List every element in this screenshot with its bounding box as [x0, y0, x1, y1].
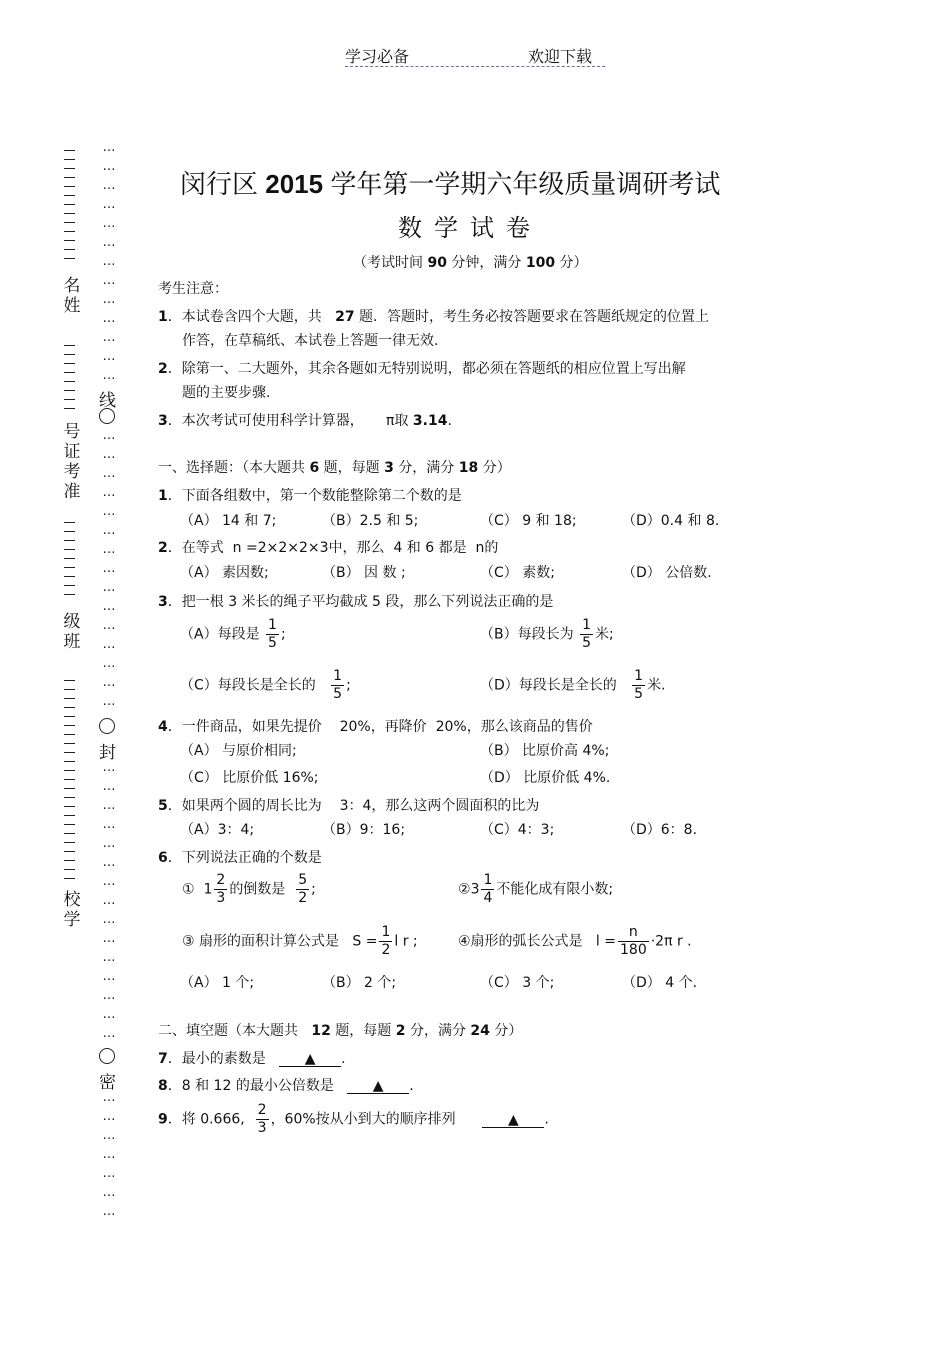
- q3-option-c: （C）每段长是全长的 $\frac{1}{5}$ ;: [180, 668, 351, 702]
- ellipsis-mark: …: [102, 760, 116, 775]
- ellipsis-mark: …: [102, 1204, 116, 1219]
- ellipsis-mark: …: [102, 599, 116, 614]
- q5-option-b: （B）9：16;: [322, 822, 406, 838]
- dot-column-3: [99, 758, 119, 1043]
- notice-item-2-cont: 题的主要步骤.: [182, 385, 271, 401]
- ellipsis-mark: …: [102, 311, 116, 326]
- dot-column-1: [99, 138, 119, 385]
- fraction: $\frac{1}{5}$: [333, 668, 343, 702]
- ellipsis-mark: …: [102, 140, 116, 155]
- ellipsis-mark: …: [102, 273, 116, 288]
- circle-mark: [99, 408, 115, 428]
- q3-option-a: （A）每段是 $\frac{1}{5}$ ;: [180, 617, 286, 651]
- blank-line-id: [64, 345, 76, 417]
- ellipsis-mark: …: [102, 216, 116, 231]
- ellipsis-mark: …: [102, 235, 116, 250]
- q3-option-b: （B）每段长为 $\frac{1}{5}$ 米;: [480, 617, 614, 651]
- circle-mark: [99, 1048, 115, 1068]
- dot-run: [99, 138, 119, 385]
- ellipsis-mark: …: [102, 428, 116, 443]
- q6-statement-2: ②3 $\frac{1}{4}$ 不能化成有限小数;: [458, 872, 614, 906]
- ellipsis-mark: …: [102, 817, 116, 832]
- ellipsis-mark: …: [102, 1147, 116, 1162]
- ellipsis-mark: …: [102, 447, 116, 462]
- ellipsis-mark: …: [102, 874, 116, 889]
- ellipsis-mark: …: [102, 893, 116, 908]
- ellipsis-mark: …: [102, 330, 116, 345]
- fraction: $\frac{1}{5}$: [582, 617, 591, 651]
- dot-column-2: [99, 426, 119, 711]
- q6-stem: 6．下列说法正确的个数是: [158, 850, 322, 866]
- ellipsis-mark: …: [102, 988, 116, 1003]
- ellipsis-mark: …: [102, 1007, 116, 1022]
- q4-option-b: （B） 比原价高 4%;: [480, 743, 610, 759]
- q5-option-d: （D）6：8.: [622, 822, 698, 838]
- ellipsis-mark: …: [102, 950, 116, 965]
- fraction: $\frac{1}{5}$: [634, 668, 644, 702]
- ellipsis-mark: …: [102, 504, 116, 519]
- q2-option-d: （D） 公倍数.: [622, 565, 712, 581]
- ellipsis-mark: …: [102, 912, 116, 927]
- ellipsis-mark: …: [102, 931, 116, 946]
- dot-column-4: [99, 1088, 119, 1221]
- ellipsis-mark: …: [102, 349, 116, 364]
- q4-option-a: （A） 与原价相同;: [180, 743, 297, 759]
- ellipsis-mark: …: [102, 523, 116, 538]
- ellipsis-mark: …: [102, 466, 116, 481]
- label-name: 名姓: [63, 276, 81, 316]
- mark-secret: 密: [99, 1073, 116, 1093]
- q1-option-a: （A） 14 和 7;: [180, 513, 277, 529]
- ellipsis-mark: …: [102, 969, 116, 984]
- section1-heading: 一、选择题：（本大题共 6 题，每题 3 分，满分 18 分）: [158, 460, 511, 476]
- q3-option-d: （D）每段长是全长的 $\frac{1}{5}$ 米.: [480, 668, 666, 702]
- ellipsis-mark: …: [102, 694, 116, 709]
- ellipsis-mark: …: [102, 675, 116, 690]
- answer-blank[interactable]: ▲: [482, 1113, 544, 1128]
- q7: 7．最小的素数是 ▲ .: [158, 1051, 346, 1067]
- q5-option-c: （C）4：3;: [480, 822, 555, 838]
- mark-line: 线: [99, 391, 116, 411]
- exam-title: 闵行区 2015 学年第一学期六年级质量调研考试: [180, 169, 721, 200]
- ellipsis-mark: …: [102, 779, 116, 794]
- q6-option-a: （A） 1 个;: [180, 975, 255, 991]
- ellipsis-mark: …: [102, 1090, 116, 1105]
- ellipsis-mark: …: [102, 798, 116, 813]
- q1-stem: 1．下面各组数中，第一个数能整除第二个数的是: [158, 488, 462, 504]
- q3-stem: 3．把一根 3 米长的绳子平均截成 5 段，那么下列说法正确的是: [158, 594, 554, 610]
- notice-item-2: 2．除第一、二大题外，其余各题如无特别说明，都必须在答题纸的相应位置上写出解: [158, 361, 686, 377]
- fraction: $\frac{2}{3}$: [216, 872, 226, 906]
- q2-option-a: （A） 素因数;: [180, 565, 269, 581]
- notice-item-1-cont: 作答，在草稿纸、本试卷上答题一律无效.: [182, 333, 439, 349]
- dot-run: [99, 426, 119, 711]
- q2-option-c: （C） 素数;: [480, 565, 555, 581]
- circle-mark: [99, 718, 115, 738]
- dot-run: [99, 758, 119, 1043]
- answer-blank[interactable]: ▲: [347, 1079, 409, 1094]
- q4-stem: 4．一件商品，如果先提价 20%，再降价 20%，那么该商品的售价: [158, 719, 593, 735]
- exam-info: （考试时间 90 分钟，满分 100 分）: [353, 255, 588, 271]
- q6-statement-1: ① 1 $\frac{2}{3}$ 的倒数是 $\frac{5}{2}$ ;: [182, 872, 316, 906]
- q8: 8．8 和 12 的最小公倍数是 ▲ .: [158, 1078, 414, 1094]
- ellipsis-mark: …: [102, 580, 116, 595]
- q4-option-d: （D） 比原价低 4%.: [480, 770, 611, 786]
- ellipsis-mark: …: [102, 836, 116, 851]
- fraction: $\frac{5}{2}$: [298, 872, 308, 906]
- ellipsis-mark: …: [102, 618, 116, 633]
- ellipsis-mark: …: [102, 197, 116, 212]
- fraction: $\frac{2}{3}$: [257, 1102, 267, 1136]
- blank-line-school: [64, 680, 76, 887]
- fraction: $\frac{1}{5}$: [268, 617, 277, 651]
- q6-statement-3: ③ 扇形的面积计算公式是 S = $\frac{1}{2}$ l r ;: [182, 924, 418, 958]
- ellipsis-mark: …: [102, 855, 116, 870]
- q2-option-b: （B） 因 数 ;: [322, 565, 406, 581]
- ellipsis-mark: …: [102, 1128, 116, 1143]
- ellipsis-mark: …: [102, 1026, 116, 1041]
- label-exam-id: 号证考准: [63, 422, 81, 502]
- ellipsis-mark: …: [102, 368, 116, 383]
- q9: 9．将 0.666, $\frac{2}{3}$ ，60%按从小到大的顺序排列 ▲ .: [158, 1102, 549, 1136]
- label-school: 校学: [63, 890, 81, 930]
- notice-item-3: 3．本次考试可使用科学计算器， π取 3.14.: [158, 413, 452, 429]
- q1-option-b: （B）2.5 和 5;: [322, 513, 419, 529]
- ellipsis-mark: …: [102, 159, 116, 174]
- fraction: $\frac{1}{4}$: [483, 872, 493, 906]
- header-right: 欢迎下载: [528, 47, 593, 66]
- q4-option-c: （C） 比原价低 16%;: [180, 770, 319, 786]
- exam-subtitle: 数学试卷: [398, 214, 542, 242]
- q2-stem: 2．在等式 n =2×2×2×3中，那么 4 和 6 都是 n的: [158, 540, 499, 556]
- label-class: 级班: [63, 612, 81, 652]
- ellipsis-mark: …: [102, 561, 116, 576]
- ellipsis-mark: …: [102, 1185, 116, 1200]
- q6-statement-4: ④扇形的弧长公式是 l = $\frac{n}{180}$ ·2π r .: [458, 924, 692, 958]
- ellipsis-mark: …: [102, 485, 116, 500]
- fraction: $\frac{n}{180}$: [620, 924, 647, 958]
- dot-run: [99, 1088, 119, 1221]
- notice-item-1: 1．本试卷含四个大题，共 27 题．答题时，考生务必按答题要求在答题纸规定的位置上: [158, 309, 710, 325]
- q5-option-a: （A）3：4;: [180, 822, 255, 838]
- fraction: $\frac{1}{2}$: [381, 924, 391, 958]
- q6-option-d: （D） 4 个.: [622, 975, 698, 991]
- q5-stem: 5．如果两个圆的周长比为 3：4，那么这两个圆面积的比为: [158, 798, 540, 814]
- ellipsis-mark: …: [102, 1166, 116, 1181]
- blank-line-name: [64, 150, 76, 267]
- ellipsis-mark: …: [102, 292, 116, 307]
- notice-heading: 考生注意：: [158, 281, 228, 297]
- ellipsis-mark: …: [102, 542, 116, 557]
- blank-line-class: [64, 522, 76, 603]
- q1-option-d: （D）0.4 和 8.: [622, 513, 720, 529]
- q1-option-c: （C） 9 和 18;: [480, 513, 577, 529]
- mark-seal: 封: [99, 743, 116, 763]
- ellipsis-mark: …: [102, 1109, 116, 1124]
- header-left: 学习必备: [345, 47, 410, 66]
- answer-blank[interactable]: ▲: [279, 1052, 341, 1067]
- q6-option-b: （B） 2 个;: [322, 975, 397, 991]
- q6-option-c: （C） 3 个;: [480, 975, 555, 991]
- ellipsis-mark: …: [102, 178, 116, 193]
- section2-heading: 二、填空题（本大题共 12 题，每题 2 分，满分 24 分）: [158, 1023, 523, 1039]
- ellipsis-mark: …: [102, 254, 116, 269]
- ellipsis-mark: …: [102, 637, 116, 652]
- ellipsis-mark: …: [102, 656, 116, 671]
